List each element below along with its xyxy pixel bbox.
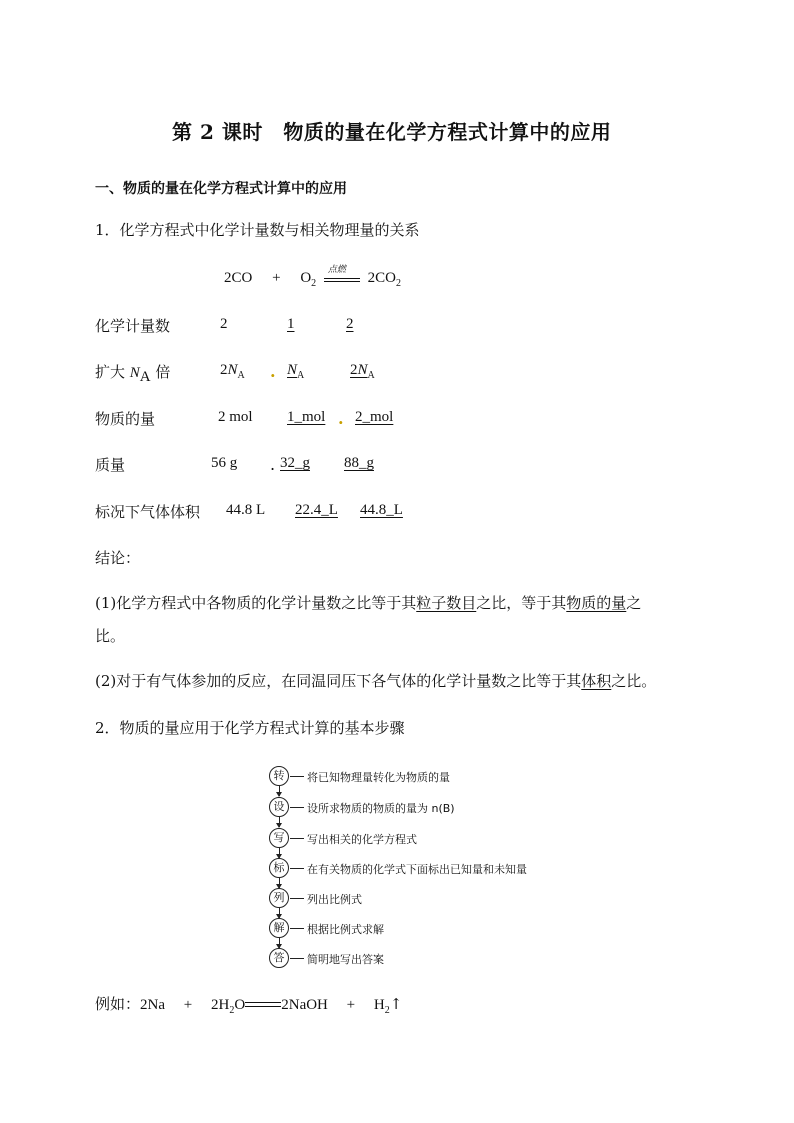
step-text-6: 根据比例式求解: [307, 923, 384, 936]
row-mass-c1: 56 g: [211, 455, 238, 471]
step-circle-5: 列: [269, 888, 289, 908]
row-na-c2: $N_A$: [287, 362, 305, 381]
conclusion-2: (2)对于有气体参加的反应，在同温同压下各气体的化学计量数之比等于其体积之比。: [95, 672, 657, 690]
page-title: 第 2 课时 物质的量在化学方程式计算中的应用: [172, 120, 612, 144]
row-na-c1: $2N_A$: [220, 362, 245, 381]
row-volume-c2: 22.4_L: [295, 502, 338, 518]
row-na-c3: $2N_A$: [350, 362, 375, 381]
row-label-mol: 物质的量: [95, 410, 156, 428]
eq-o2: $O_2$: [300, 270, 317, 289]
row-mass-c3: 88_g: [344, 455, 374, 471]
row-label-na: 扩大 $N_A$ 倍: [95, 363, 171, 385]
eq-plus: +: [272, 270, 281, 286]
row-label-volume: 标况下气体体积: [95, 503, 201, 521]
step-text-3: 写出相关的化学方程式: [307, 833, 417, 846]
conclusion-1-cont: 比。: [95, 627, 126, 645]
row-na-dot: .: [270, 362, 276, 381]
row-volume-c1: 44.8 L: [226, 502, 266, 518]
step-text-2: 设所求物质的物质的量为 n(B): [307, 802, 455, 815]
equation: [224, 264, 401, 289]
step-text-1: 将已知物理量转化为物质的量: [307, 771, 450, 784]
step-circle-4: 标: [269, 858, 289, 878]
example-equation: 例如：$2Na + 2H_2O$ 2NaOH + $H_2↑$: [95, 995, 403, 1016]
example-equals-sign: [245, 1000, 281, 1010]
step-circle-2: 设: [269, 797, 289, 817]
step-circle-7: 答: [269, 948, 289, 968]
section-heading: 一、物质的量在化学方程式计算中的应用: [95, 181, 347, 197]
row-label-coeff: 化学计量数: [95, 317, 171, 335]
item-2-heading: 2．物质的量应用于化学方程式计算的基本步骤: [95, 719, 405, 737]
example-label: 例如：: [95, 995, 141, 1013]
row-label-mass: 质量: [95, 456, 126, 474]
step-text-5: 列出比例式: [307, 893, 362, 906]
conclusion-1: (1)化学方程式中各物质的化学计量数之比等于其粒子数目之比，等于其物质的量之: [95, 594, 642, 612]
eq-left: 2CO: [224, 270, 253, 286]
row-volume-c3: 44.8_L: [360, 502, 403, 518]
step-circle-6: 解: [269, 918, 289, 938]
conclusion-label: 结论：: [95, 549, 141, 567]
row-mol-dot: .: [338, 409, 344, 428]
step-text-4: 在有关物质的化学式下面标出已知量和未知量: [307, 863, 527, 876]
row-mol-c1: 2 mol: [218, 409, 253, 425]
row-mass-dot: .: [270, 455, 276, 474]
step-circle-3: 写: [269, 828, 289, 848]
row-mass-c2: 32_g: [280, 455, 310, 471]
item-1-heading: 1．化学方程式中化学计量数与相关物理量的关系: [95, 221, 420, 239]
eq-condition: 点燃: [327, 264, 346, 275]
eq-right: $2CO_2$: [367, 270, 401, 289]
step-circle-1: 转: [269, 766, 289, 786]
step-text-7: 简明地写出答案: [307, 953, 384, 966]
row-coeff-c3: 2: [346, 316, 354, 332]
row-mol-c2: 1_mol: [287, 409, 326, 425]
row-coeff-c1: 2: [220, 316, 228, 332]
eq-reaction-sign: [324, 264, 360, 284]
row-coeff-c2: 1: [287, 316, 295, 332]
row-mol-c3: 2_mol: [355, 409, 394, 425]
